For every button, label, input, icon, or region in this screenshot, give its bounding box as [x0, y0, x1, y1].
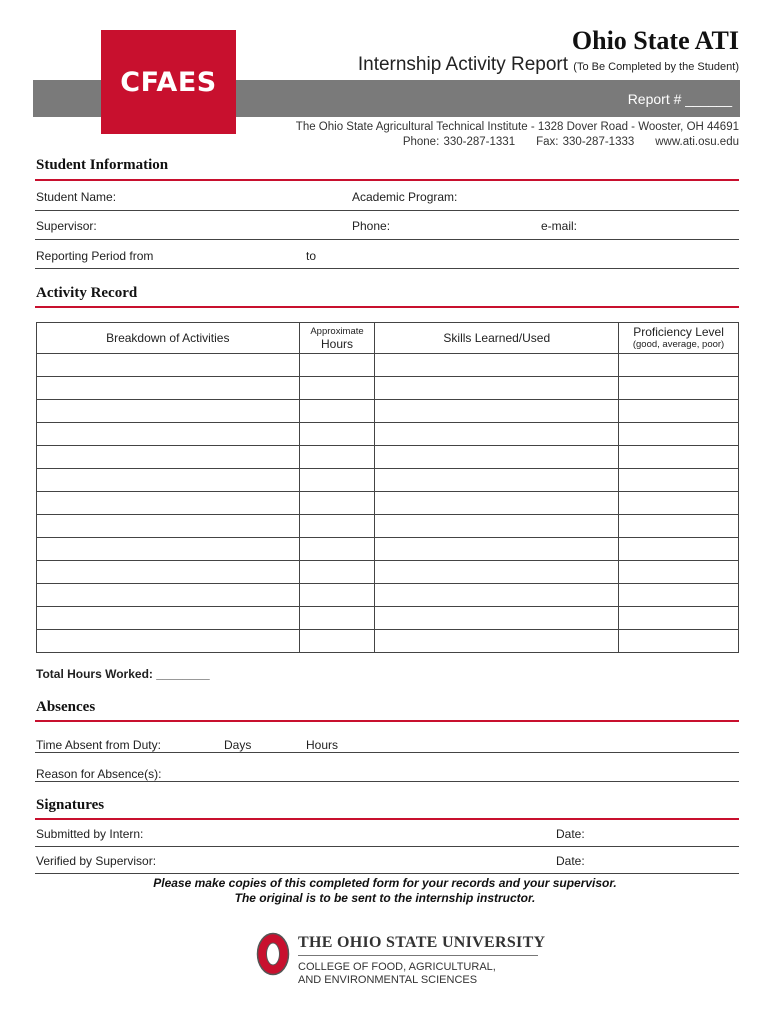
divider	[35, 818, 739, 820]
section-title-activity-record: Activity Record	[36, 285, 138, 301]
table-row	[37, 400, 739, 423]
field-underline	[35, 210, 739, 211]
footer-note-line-2: The original is to be sent to the internship instructor.	[234, 891, 536, 905]
column-header-proficiency-top: Proficiency Level	[633, 325, 724, 339]
proficiency-cell[interactable]	[619, 538, 739, 561]
skills-cell[interactable]	[375, 561, 619, 584]
table-row	[37, 538, 739, 561]
hours-cell[interactable]	[299, 538, 375, 561]
skills-cell[interactable]	[375, 377, 619, 400]
footer-note-line-1: Please make copies of this completed form for your records and your supervisor.	[153, 876, 617, 890]
phone-field[interactable]: Phone:	[352, 219, 391, 233]
table-row	[37, 561, 739, 584]
skills-cell[interactable]	[375, 607, 619, 630]
activity-cell[interactable]	[37, 423, 300, 446]
proficiency-cell[interactable]	[619, 492, 739, 515]
submitted-by-intern-field[interactable]: Submitted by Intern:	[36, 827, 144, 841]
hours-cell[interactable]	[299, 584, 375, 607]
hours-cell[interactable]	[299, 469, 375, 492]
hours-cell[interactable]	[299, 515, 375, 538]
verified-by-supervisor-field[interactable]: Verified by Supervisor:	[36, 854, 157, 868]
activity-table	[36, 322, 739, 653]
table-row	[37, 492, 739, 515]
academic-program-field[interactable]: Academic Program:	[352, 190, 458, 204]
college-name-line-1: COLLEGE OF FOOD, AGRICULTURAL,	[298, 961, 496, 973]
college-name-line-2: AND ENVIRONMENTAL SCIENCES	[298, 974, 478, 986]
hours-cell[interactable]	[299, 561, 375, 584]
skills-cell[interactable]	[375, 538, 619, 561]
college-name	[298, 961, 496, 987]
hours-cell[interactable]	[299, 446, 375, 469]
skills-cell[interactable]	[375, 423, 619, 446]
table-row	[37, 630, 739, 653]
website-link[interactable]: www.ati.osu.edu	[655, 136, 739, 148]
table-row	[37, 354, 739, 377]
org-title: Ohio State ATI	[571, 26, 739, 55]
table-header-row	[37, 323, 739, 354]
activity-cell[interactable]	[37, 584, 300, 607]
proficiency-cell[interactable]	[619, 607, 739, 630]
column-header-activities: Breakdown of Activities	[37, 323, 300, 354]
cfaes-logo-text: CFAES	[120, 66, 217, 98]
field-underline	[35, 268, 739, 269]
activity-cell[interactable]	[37, 354, 300, 377]
activity-cell[interactable]	[37, 607, 300, 630]
hours-cell[interactable]	[299, 423, 375, 446]
email-field[interactable]: e-mail:	[541, 219, 578, 233]
contact-line	[403, 136, 739, 148]
proficiency-cell[interactable]	[619, 584, 739, 607]
section-title-student-info: Student Information	[36, 157, 169, 173]
column-header-hours-top: Approximate	[310, 325, 364, 337]
time-absent-field[interactable]: Time Absent from Duty:	[36, 738, 161, 752]
skills-cell[interactable]	[375, 515, 619, 538]
section-title-absences: Absences	[36, 699, 96, 715]
column-header-hours-bottom: Hours	[321, 336, 354, 351]
hours-cell[interactable]	[299, 492, 375, 515]
activity-cell[interactable]	[37, 561, 300, 584]
skills-cell[interactable]	[375, 630, 619, 653]
days-label: Days	[224, 738, 252, 752]
activity-cell[interactable]	[37, 469, 300, 492]
table-row	[37, 469, 739, 492]
reporting-period-from-field[interactable]: Reporting Period from	[36, 249, 154, 263]
table-row	[37, 584, 739, 607]
activity-cell[interactable]	[37, 400, 300, 423]
cfaes-logo	[101, 30, 236, 134]
hours-cell[interactable]	[299, 607, 375, 630]
proficiency-cell[interactable]	[619, 423, 739, 446]
section-title-signatures: Signatures	[36, 797, 105, 813]
report-number-field[interactable]: Report # ______	[627, 91, 732, 107]
divider	[35, 720, 739, 722]
report-title-text: Internship Activity Report	[357, 54, 568, 75]
total-hours-field[interactable]: Total Hours Worked: ________	[36, 667, 210, 681]
student-name-field[interactable]: Student Name:	[36, 190, 117, 204]
block-o-logo-icon	[256, 932, 290, 981]
supervisor-field[interactable]: Supervisor:	[36, 219, 97, 233]
proficiency-cell[interactable]	[619, 469, 739, 492]
intern-date-field[interactable]: Date:	[556, 827, 585, 841]
activity-cell[interactable]	[37, 515, 300, 538]
table-row	[37, 515, 739, 538]
field-underline	[35, 752, 739, 753]
column-header-proficiency	[619, 323, 739, 354]
activity-cell[interactable]	[37, 492, 300, 515]
column-header-skills: Skills Learned/Used	[375, 323, 619, 354]
table-row	[37, 377, 739, 400]
skills-cell[interactable]	[375, 492, 619, 515]
proficiency-cell[interactable]	[619, 630, 739, 653]
phone-number: Phone: 330-287-1331	[402, 136, 516, 148]
hours-cell[interactable]	[299, 630, 375, 653]
proficiency-cell[interactable]	[619, 561, 739, 584]
activity-cell[interactable]	[37, 538, 300, 561]
activity-cell[interactable]	[37, 377, 300, 400]
activity-cell[interactable]	[37, 446, 300, 469]
report-subtitle: (To Be Completed by the Student)	[573, 61, 739, 73]
institute-address: The Ohio State Agricultural Technical Institute - 1328 Dover Road - Wooster, OH 44691	[295, 121, 739, 133]
table-row	[37, 446, 739, 469]
activity-cell[interactable]	[37, 630, 300, 653]
proficiency-cell[interactable]	[619, 446, 739, 469]
column-header-hours	[299, 323, 375, 354]
proficiency-cell[interactable]	[619, 400, 739, 423]
reason-for-absence-field[interactable]: Reason for Absence(s):	[36, 767, 162, 781]
skills-cell[interactable]	[375, 446, 619, 469]
fax-number: Fax: 330-287-1333	[536, 136, 635, 148]
footer-note	[0, 876, 770, 906]
supervisor-date-field[interactable]: Date:	[556, 854, 585, 868]
field-underline	[35, 873, 739, 874]
hours-cell[interactable]	[299, 354, 375, 377]
skills-cell[interactable]	[375, 400, 619, 423]
divider	[35, 306, 739, 308]
field-underline	[35, 846, 739, 847]
skills-cell[interactable]	[375, 584, 619, 607]
university-name: THE OHIO STATE UNIVERSITY	[298, 934, 546, 951]
table-row	[37, 607, 739, 630]
table-row	[37, 423, 739, 446]
hours-label: Hours	[306, 738, 339, 752]
report-title	[358, 54, 739, 76]
logo-divider	[298, 955, 538, 956]
reporting-period-to-field[interactable]: to	[306, 249, 317, 263]
skills-cell[interactable]	[375, 469, 619, 492]
hours-cell[interactable]	[299, 400, 375, 423]
field-underline	[35, 239, 739, 240]
proficiency-cell[interactable]	[619, 515, 739, 538]
skills-cell[interactable]	[375, 354, 619, 377]
hours-cell[interactable]	[299, 377, 375, 400]
column-header-proficiency-bottom: (good, average, poor)	[632, 339, 725, 350]
proficiency-cell[interactable]	[619, 354, 739, 377]
divider	[35, 179, 739, 181]
activity-rows	[37, 354, 739, 653]
proficiency-cell[interactable]	[619, 377, 739, 400]
field-underline	[35, 781, 739, 782]
